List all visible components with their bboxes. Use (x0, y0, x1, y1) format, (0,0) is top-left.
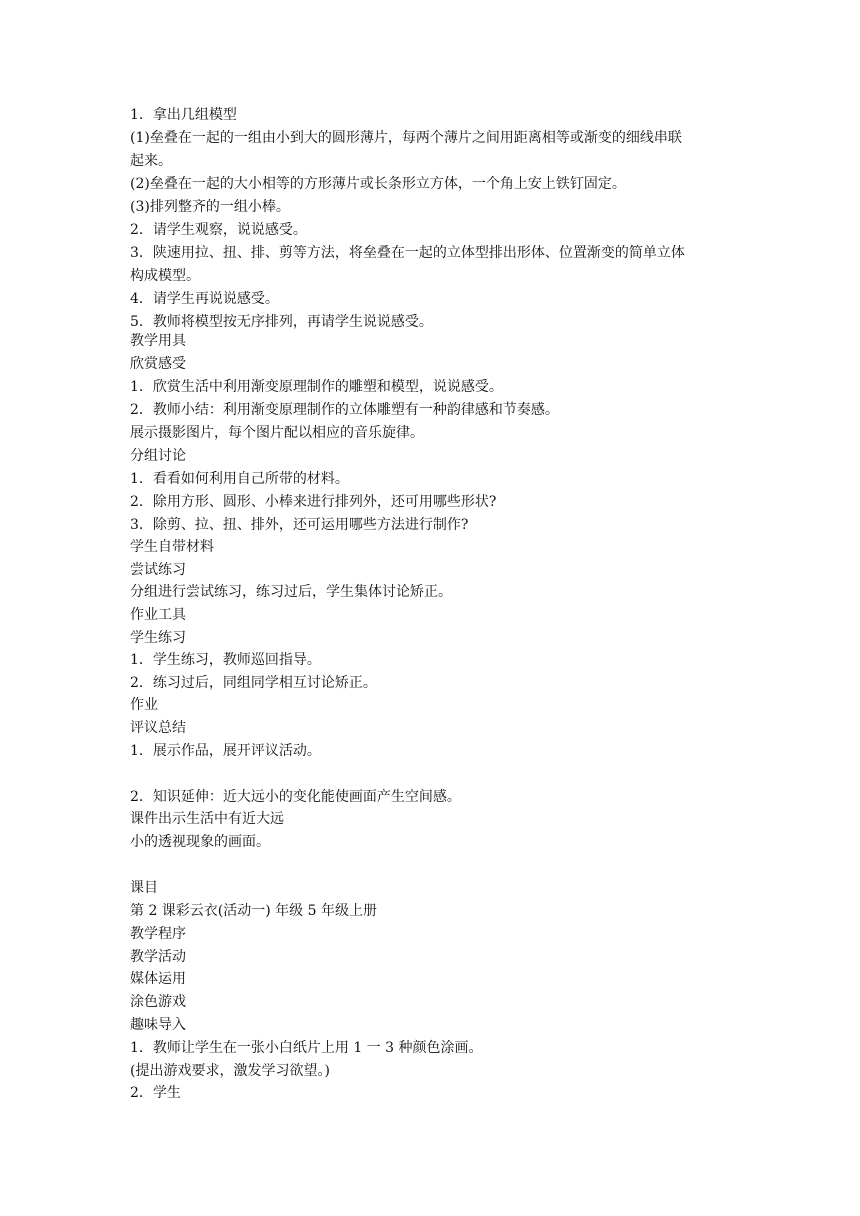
text-line: 2．教师小结：利用渐变原理制作的立体雕塑有一种韵律感和节奏感。 (130, 402, 559, 418)
text-line: 第 2 课彩云衣(活动一) 年级 5 年级上册 (130, 903, 377, 919)
text-line: 2．学生 (130, 1085, 181, 1101)
text-line: 课件出示生活中有近大远 (130, 811, 284, 827)
text-line: (1)垒叠在一起的一组由小到大的圆形薄片，每两个薄片之间用距离相等或渐变的细线串联 (130, 130, 682, 146)
text-line: 2．知识延伸：近大远小的变化能使画面产生空间感。 (130, 789, 461, 805)
text-line: 学生自带材料 (130, 539, 214, 555)
section-heading: 涂色游戏 (130, 994, 186, 1010)
section-heading: 评议总结 (130, 720, 186, 736)
text-line: (3)排列整齐的一组小棒。 (130, 199, 290, 215)
text-line: (2)垒叠在一起的大小相等的方形薄片或长条形立方体，一个角上安上铁钉固定。 (130, 176, 626, 192)
text-line: 4．请学生再说说感受。 (130, 291, 279, 307)
text-line: 3．陕速用拉、扭、排、剪等方法，将垒叠在一起的立体型排出形体、位置渐变的简单立体 (130, 245, 685, 261)
section-heading: 分组讨论 (130, 448, 186, 464)
text-line: 小的透视现象的画面。 (130, 834, 270, 850)
text-line: 展示摄影图片，每个图片配以相应的音乐旋律。 (130, 425, 424, 441)
text-line: 2．练习过后，同组同学相互讨论矫正。 (130, 675, 377, 691)
section-heading: 教学程序 (130, 926, 186, 942)
text-line: 1．学生练习，教师巡回指导。 (130, 652, 321, 668)
text-line: 教学用具 (130, 333, 186, 349)
section-heading: 学生练习 (130, 630, 186, 646)
section-heading: 欣赏感受 (130, 356, 186, 372)
text-line: 1．教师让学生在一张小白纸片上用 1 一 3 种颜色涂画。 (130, 1040, 483, 1056)
text-line: 起来。 (130, 153, 172, 169)
text-line: 教学活动 (130, 949, 186, 965)
text-line: 5．教师将模型按无序排列，再请学生说说感受。 (130, 314, 433, 330)
text-line: 作业工具 (130, 607, 186, 623)
text-line: 1．看看如何利用自己所带的材料。 (130, 471, 349, 487)
text-line: (提出游戏要求，激发学习欲望。) (130, 1063, 330, 1079)
text-line: 媒体运用 (130, 971, 186, 987)
section-heading: 尝试练习 (130, 562, 186, 578)
text-line: 作业 (130, 697, 158, 713)
section-heading: 趣味导入 (130, 1017, 186, 1033)
section-heading: 课目 (130, 880, 158, 896)
text-line: 1．拿出几组模型 (130, 107, 237, 123)
text-line: 2．请学生观察，说说感受。 (130, 222, 307, 238)
text-line: 构成模型。 (130, 268, 200, 284)
text-line: 1．展示作品，展开评议活动。 (130, 743, 321, 759)
text-line: 1．欣赏生活中利用渐变原理制作的雕塑和模型，说说感受。 (130, 379, 503, 395)
text-line: 3．除剪、拉、扭、排外，还可运用哪些方法进行制作? (130, 517, 469, 533)
text-line: 2．除用方形、圆形、小棒来进行排列外，还可用哪些形状? (130, 494, 497, 510)
text-line: 分组进行尝试练习，练习过后，学生集体讨论矫正。 (130, 584, 452, 600)
